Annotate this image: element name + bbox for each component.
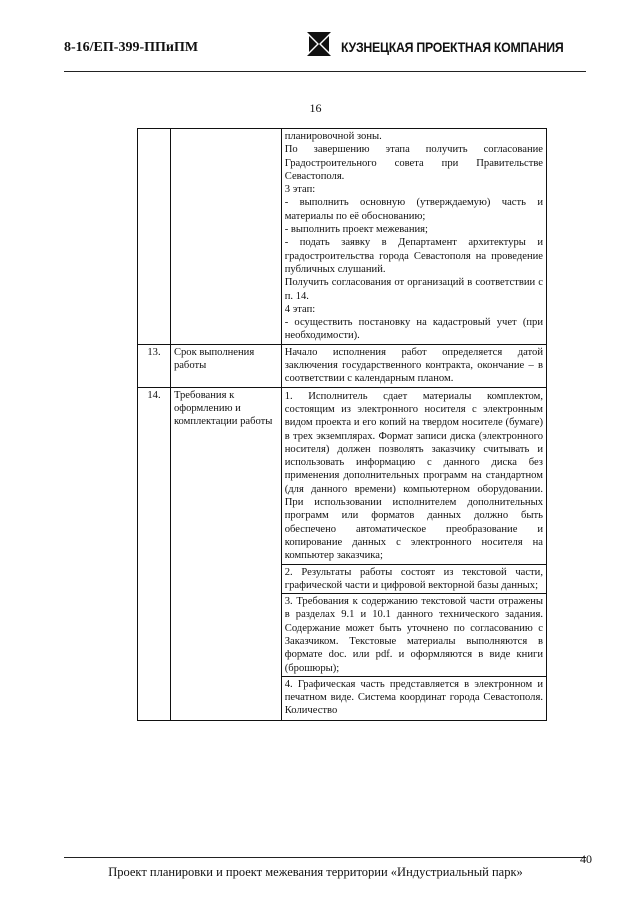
- continuation-cell: [281, 129, 546, 345]
- document-code: 8-16/ЕП-399-ППиПМ: [64, 40, 199, 55]
- paragraph: 1. Исполнитель сдает материалы комплектом, состоящим из электронного носителя с электронным видом проекта и его копий на твердом носителе (бумаге) в трех экземплярах. Формат записи диска (электронного носителя) должен позволять заказчику считывать и использовать информацию с данного диска без применения дополнительных программ на стандартном (для данного времени) компьютерном оборудовании. При использовании исполнителем дополнительных программ или форматов данных должно быть обеспечено автоматическое преобразование и копирование данных с электронного носителя на компьютер заказчика;: [282, 389, 546, 565]
- paragraph: 4. Графическая часть представляется в электронном и печатном виде. Система координат города Севастополя. Количество: [284, 678, 543, 717]
- line: - выполнить проект межевания;: [284, 224, 428, 236]
- row-title: Срок выполнения работы: [170, 344, 281, 387]
- paragraph: 2. Результаты работы состоят из текстовой части, графической части и цифровой векторной базы данных;: [282, 565, 546, 595]
- row-number: 13.: [138, 344, 171, 387]
- requirements-table: [137, 128, 547, 721]
- line: планировочной зоны.: [284, 131, 382, 142]
- row-number: 14.: [138, 387, 171, 720]
- footer-page-number: 40: [580, 852, 592, 866]
- line: По завершению этапа получить согласование Градостроительного совета при Правительстве Севастополя.: [284, 144, 543, 182]
- row-text: [281, 387, 546, 720]
- footer-divider: [64, 857, 586, 858]
- paragraph: 3. Требования к содержанию текстовой части отражены в разделах 9.1 и 10.1 данного технического задания. Содержание может быть уточнено по согласованию с Заказчиком. Текстовые материалы выполняются в формате doc. или pdf. и оформляются в виде книги (брошюры);: [282, 594, 546, 677]
- line: 4 этап:: [284, 303, 316, 315]
- line: 3 этап:: [284, 184, 316, 196]
- header-divider: [64, 71, 586, 72]
- table-row-13: [138, 344, 547, 387]
- page-number: 16: [309, 101, 322, 115]
- line: - выполнить основную (утверждаемую) часть и материалы по её обоснованию;: [284, 197, 543, 222]
- line: - подать заявку в Департамент архитектуры и градостроительства города Севастополя на проведение публичных слушаний.: [284, 237, 543, 275]
- company-name: КУЗНЕЦКАЯ ПРОЕКТНАЯ КОМПАНИЯ: [341, 39, 564, 55]
- line: - осуществить постановку на кадастровый учет (при необходимости).: [284, 317, 543, 342]
- table-row-continuation: [138, 129, 547, 345]
- table-row-14: [138, 387, 547, 720]
- company-logo-icon: [307, 32, 331, 56]
- line: Получить согласования от организаций в соответствии с п. 14.: [284, 277, 543, 302]
- row-title: Требования к оформлению и комплектации работы: [170, 387, 281, 720]
- footer-title: Проект планировки и проект межевания территории «Индустриальный парк»: [108, 865, 523, 879]
- row-text: Начало исполнения работ определяется датой заключения государственного контракта, окончание – в соответствии с календарным планом.: [281, 344, 546, 387]
